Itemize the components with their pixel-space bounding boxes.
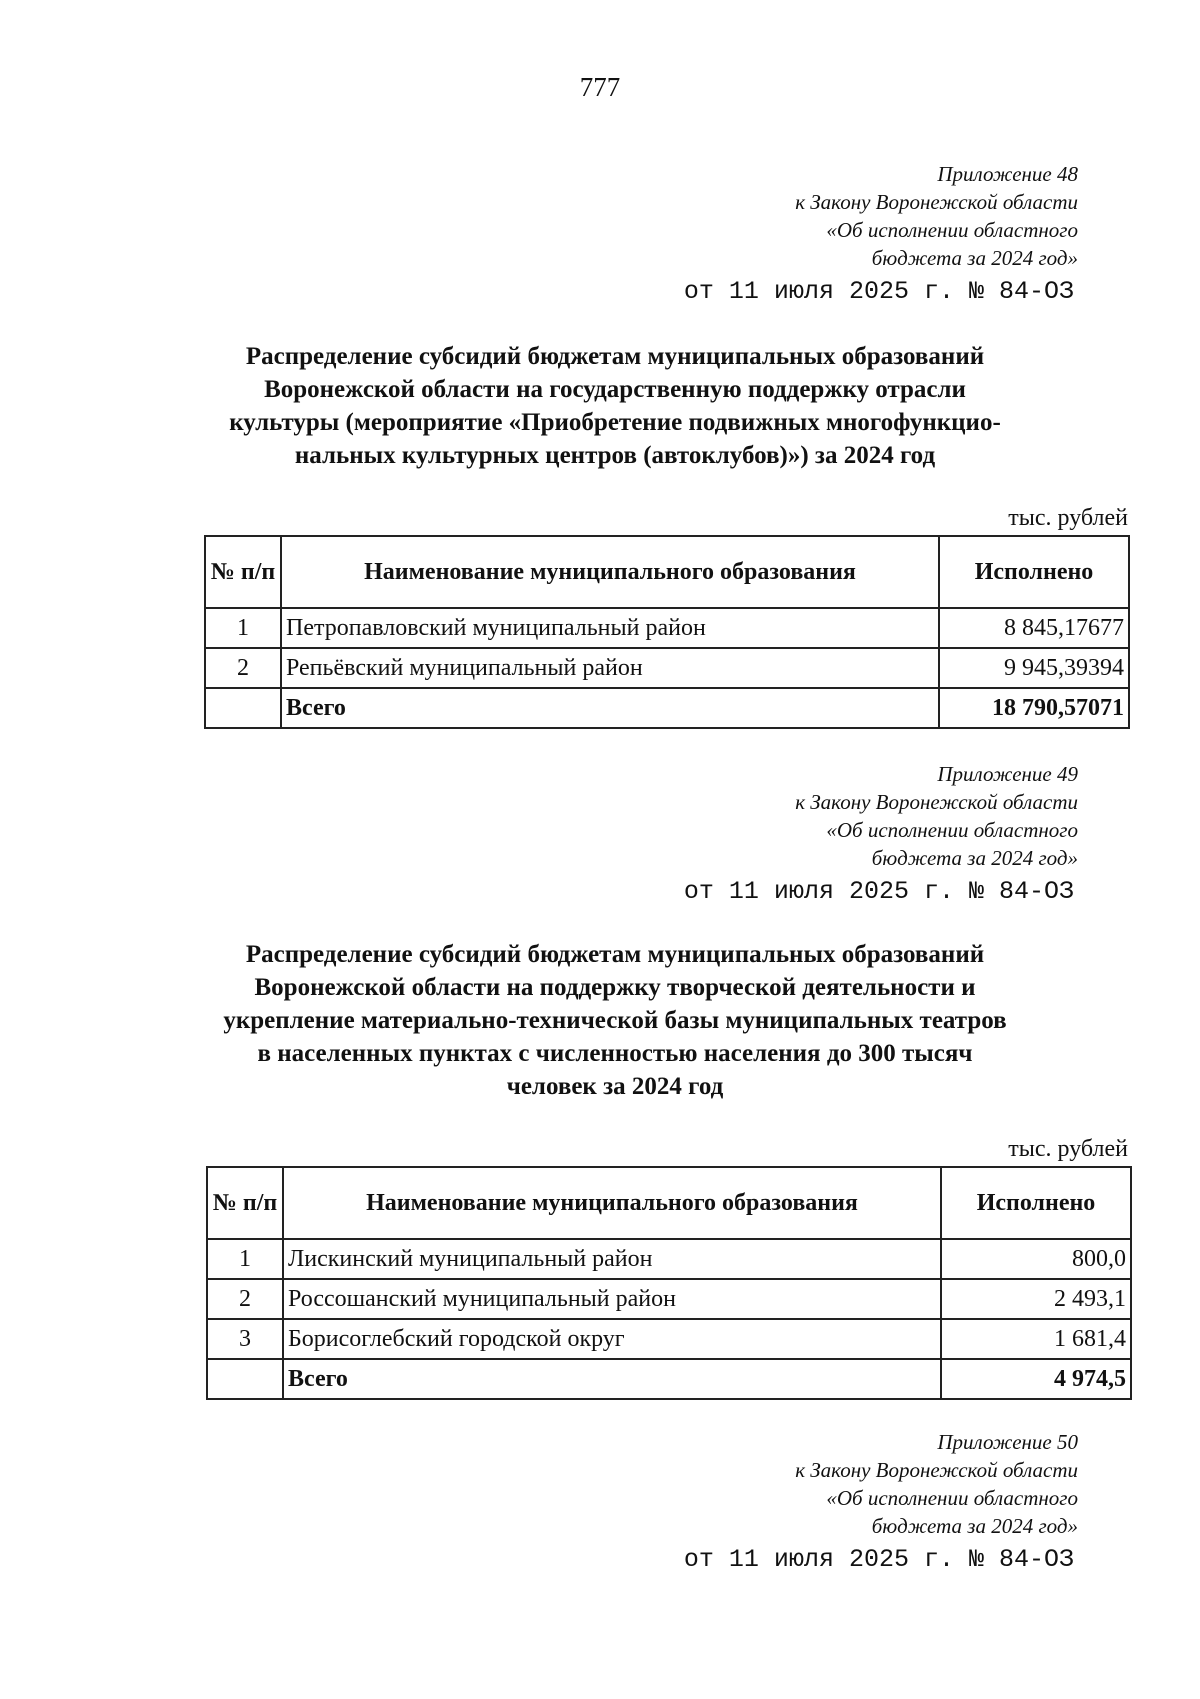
appendix-48-header [558, 160, 1078, 310]
title-line: культуры (мероприятие «Приобретение подвижных многофункцио- [229, 409, 1001, 436]
units-label: тыс. рублей [1008, 1136, 1128, 1162]
row-value: 9 945,39394 [939, 648, 1129, 688]
row-name: Петропавловский муниципальный район [281, 608, 939, 648]
total-num [207, 1359, 283, 1399]
table-row [205, 608, 1129, 648]
title-line: укрепление материально-технической базы муниципальных театров [223, 1007, 1007, 1034]
title-line: Воронежской области на государственную поддержку отрасли [264, 376, 966, 403]
page-number: 777 [579, 72, 621, 102]
row-num: 1 [207, 1239, 283, 1279]
appendix-law: к Закону Воронежской области [795, 190, 1078, 214]
table-title [200, 340, 1030, 472]
appendix-date: от 11 июля 2025 г. № 84-ОЗ [683, 277, 1074, 306]
row-value: 800,0 [941, 1239, 1131, 1279]
total-value: 18 790,57071 [939, 688, 1129, 728]
row-num: 1 [205, 608, 281, 648]
subsidy-table [206, 1166, 1132, 1400]
table-header-row [207, 1167, 1131, 1239]
table-row [207, 1279, 1131, 1319]
table-header-row [205, 536, 1129, 608]
table-total-row [207, 1359, 1131, 1399]
table-total-row [205, 688, 1129, 728]
appendix-date: от 11 июля 2025 г. № 84-ОЗ [683, 877, 1074, 906]
appendix-number: Приложение 49 [937, 762, 1078, 786]
header-num: № п/п [207, 1167, 283, 1239]
row-num: 2 [205, 648, 281, 688]
appendix-law: к Закону Воронежской области [795, 1458, 1078, 1482]
appendix-law-title: бюджета за 2024 год» [871, 846, 1078, 870]
row-name: Россошанский муниципальный район [283, 1279, 941, 1319]
total-num [205, 688, 281, 728]
row-name: Борисоглебский городской округ [283, 1319, 941, 1359]
title-line: человек за 2024 год [506, 1073, 724, 1100]
title-line: нальных культурных центров (автоклубов)») за 2024 год [294, 442, 936, 469]
table-row [207, 1319, 1131, 1359]
appendix-number: Приложение 48 [937, 162, 1078, 186]
appendix-date: от 11 июля 2025 г. № 84-ОЗ [683, 1545, 1074, 1574]
appendix-50-header [558, 1428, 1078, 1578]
appendix-number: Приложение 50 [937, 1430, 1078, 1454]
appendix-law-title: бюджета за 2024 год» [871, 1514, 1078, 1538]
header-value: Исполнено [939, 536, 1129, 608]
appendix-law-title: «Об исполнении областного [826, 818, 1078, 842]
header-name: Наименование муниципального образования [281, 536, 939, 608]
units-label: тыс. рублей [1008, 505, 1128, 531]
title-line: Распределение субсидий бюджетам муниципальных образований [245, 343, 985, 370]
appendix-49-header [558, 760, 1078, 910]
appendix-law: к Закону Воронежской области [795, 790, 1078, 814]
subsidy-table [204, 535, 1130, 729]
table-row [205, 648, 1129, 688]
total-label: Всего [283, 1359, 941, 1399]
row-num: 3 [207, 1319, 283, 1359]
appendix-law-title: «Об исполнении областного [826, 218, 1078, 242]
header-num: № п/п [205, 536, 281, 608]
row-value: 2 493,1 [941, 1279, 1131, 1319]
title-line: Воронежской области на поддержку творческой деятельности и [254, 974, 976, 1001]
total-value: 4 974,5 [941, 1359, 1131, 1399]
row-value: 8 845,17677 [939, 608, 1129, 648]
total-label: Всего [281, 688, 939, 728]
row-value: 1 681,4 [941, 1319, 1131, 1359]
row-name: Репьёвский муниципальный район [281, 648, 939, 688]
appendix-law-title: «Об исполнении областного [826, 1486, 1078, 1510]
row-name: Лискинский муниципальный район [283, 1239, 941, 1279]
title-line: Распределение субсидий бюджетам муниципальных образований [245, 941, 985, 968]
header-value: Исполнено [941, 1167, 1131, 1239]
table-row [207, 1239, 1131, 1279]
row-num: 2 [207, 1279, 283, 1319]
appendix-law-title: бюджета за 2024 год» [871, 246, 1078, 270]
header-name: Наименование муниципального образования [283, 1167, 941, 1239]
table-title [200, 938, 1030, 1103]
title-line: в населенных пунктах с численностью населения до 300 тысяч [257, 1040, 973, 1067]
